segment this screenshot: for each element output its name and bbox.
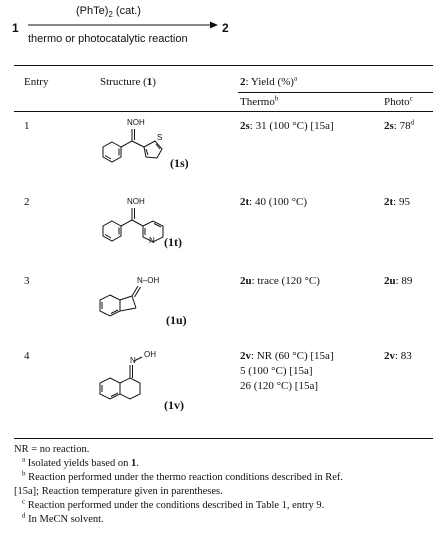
photo-yield: 2v: 83: [384, 350, 412, 362]
header-yield: 2: Yield (%)$^a$: [240, 74, 298, 88]
reagent-label: $(PhTe)_2$ (cat.): [76, 5, 141, 20]
header-bottom-rule: [14, 111, 433, 112]
header-photo: Photo$^c$: [384, 94, 413, 108]
thermo-yield-line3: 26 (120 °C) [15a]: [240, 380, 319, 392]
thermo-yield: 2t: 40 (100 °C): [240, 196, 308, 208]
reaction-arrow: [28, 20, 218, 30]
nitrogen-label: N: [149, 236, 155, 245]
compound-label: (1t): [164, 235, 182, 249]
footnote-c: $^c$ Reaction performed under the conditions described in Table 1, entry 9.: [22, 497, 325, 511]
photo-yield: 2s: 78$^d$: [384, 118, 415, 132]
photo-yield: 2t: 95: [384, 196, 410, 208]
entry-number: 2: [24, 196, 30, 208]
compound-label: (1u): [166, 313, 187, 327]
footnote-b-cont: [15a]; Reaction temperature given in parentheses.: [14, 486, 223, 497]
oxime-label: NOH: [127, 197, 145, 206]
header-entry: Entry: [24, 76, 49, 88]
reactant-number: 1: [12, 21, 19, 35]
thermo-yield: 2v: NR (60 °C) [15a]: [240, 350, 334, 362]
hydroxyl-label: OH: [144, 350, 156, 359]
thermo-yield: 2u: trace (120 °C): [240, 275, 320, 287]
compound-label: (1s): [170, 156, 189, 170]
entry-number: 1: [24, 120, 30, 132]
table-bottom-rule: [14, 438, 433, 439]
entry-number: 3: [24, 275, 30, 287]
reaction-conditions: thermo or photocatalytic reaction: [28, 33, 188, 45]
footnote-b: $^b$ Reaction performed under the thermo reaction conditions described in Ref.: [22, 469, 344, 483]
footnote-d: $^d$ In MeCN solvent.: [22, 511, 104, 525]
table-top-rule: [14, 65, 433, 66]
yield-sub-rule: [238, 92, 433, 93]
footnote-nr: NR = no reaction.: [14, 444, 90, 455]
product-number: 2: [222, 21, 229, 35]
header-structure: Structure (1): [100, 76, 156, 88]
footnote-a: $^a$ Isolated yields based on 1.: [22, 455, 139, 469]
oxime-label: N–OH: [137, 276, 160, 285]
sulfur-label: S: [157, 133, 163, 142]
oxime-label: NOH: [127, 118, 145, 127]
photo-yield: 2u: 89: [384, 275, 413, 287]
entry-number: 4: [24, 350, 30, 362]
compound-label: (1v): [164, 398, 184, 412]
thermo-yield: 2s: 31 (100 °C) [15a]: [240, 120, 334, 132]
oxime-nitrogen-label: N: [130, 356, 136, 365]
header-thermo: Thermo$^b$: [240, 94, 279, 108]
thermo-yield-line2: 5 (100 °C) [15a]: [240, 365, 313, 377]
